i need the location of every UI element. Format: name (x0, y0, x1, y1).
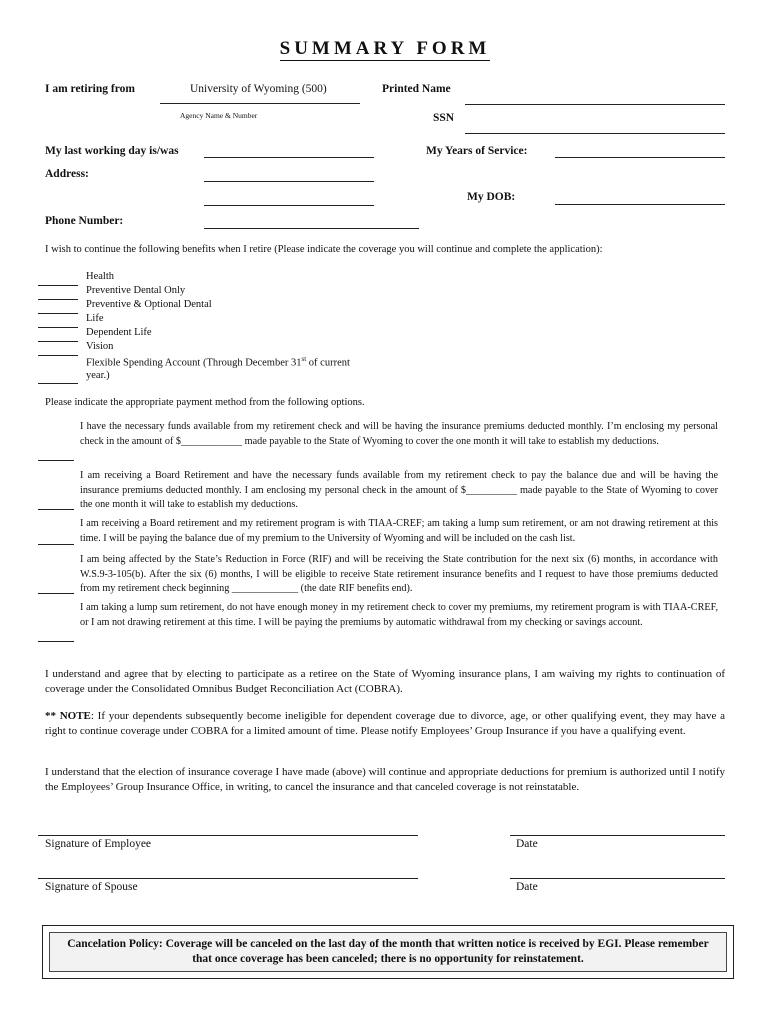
form-title: SUMMARY FORM (279, 38, 491, 59)
payment-option-4: I am being affected by the State’s Reduction in Force (RIF) and will be receiving the State contribution for the next six (6) months, in accordance with W.S.9-3-105(b). After the six (6) months, I will be eligible to receive State retirement insurance benefits and I request to have those premiums deducted from my retirement check beginning _____________ (the date RIF benefits end). (80, 554, 718, 594)
benefit-optional-dental: Preventive & Optional Dental (86, 299, 212, 310)
benefit-preventive-dental: Preventive Dental Only (86, 285, 186, 296)
payment-blank-2[interactable] (38, 509, 74, 510)
cancelation-policy-box (42, 925, 734, 979)
payment-blank-1[interactable] (38, 460, 74, 461)
election-text: I understand that the election of insurance coverage I have made (above) will continue and appropriate deductions for premium is authorized until I notify the Employees’ Group Insurance Office, in writing, to cancel the insurance and that canceled coverage is not reinstatable. (45, 766, 725, 793)
spouse-date-label: Date (516, 881, 538, 893)
payment-option-5: I am taking a lump sum retirement, do not have enough money in my retirement check to cover my premiums, my retirement program is with TIAA-CREF, or I am not drawing retirement at this time. I will be paying the premiums by automatic withdrawal from my checking or savings account. (80, 602, 718, 628)
printed-name-label: Printed Name (382, 83, 451, 95)
address-label: Address: (45, 168, 89, 180)
spouse-signature-line[interactable] (38, 878, 418, 879)
benefit-blank-optional-dental[interactable] (38, 313, 78, 314)
dob-label: My DOB: (467, 191, 516, 203)
benefit-life: Life (86, 313, 104, 324)
payment-blank-4[interactable] (38, 593, 74, 594)
benefit-blank-preventive-dental[interactable] (38, 299, 78, 300)
benefit-blank-health[interactable] (38, 285, 78, 286)
printed-name-field[interactable] (465, 104, 725, 105)
payment-option-3: I am receiving a Board retirement and my retirement program is with TIAA-CREF; am taking a lump sum retirement, or am not drawing retirement at this time. I will be paying the balance due of my premium to the University of Wyoming and will be included on the cash list. (80, 518, 718, 544)
spouse-signature-label: Signature of Spouse (45, 881, 138, 893)
benefit-blank-fsa[interactable] (38, 383, 78, 384)
years-service-field[interactable] (555, 157, 725, 158)
employee-signature-line[interactable] (38, 835, 418, 836)
benefit-health: Health (86, 271, 114, 282)
benefit-blank-life[interactable] (38, 327, 78, 328)
last-day-field[interactable] (204, 157, 374, 158)
benefit-dependent-life: Dependent Life (86, 327, 152, 338)
employee-date-label: Date (516, 838, 538, 850)
last-day-label: My last working day is/was (45, 145, 179, 157)
benefit-blank-dependent-life[interactable] (38, 341, 78, 342)
benefit-vision: Vision (86, 341, 114, 352)
payment-blank-5[interactable] (38, 641, 74, 642)
benefit-fsa: Flexible Spending Account (Through December 31st of current (86, 355, 350, 369)
dob-field[interactable] (555, 204, 725, 205)
employee-signature-label: Signature of Employee (45, 838, 152, 850)
employee-date-line[interactable] (510, 835, 725, 836)
ssn-label: SSN (433, 112, 455, 124)
retiring-from-label: I am retiring from (45, 83, 135, 95)
payment-option-1: I have the necessary funds available from my retirement check and will be having the insurance premiums deducted monthly. I’m enclosing my personal check in the amount of $____________ made payable to the State of Wyoming to cover the one month it will take to establish my deductions. (80, 421, 718, 447)
years-service-label: My Years of Service: (426, 145, 528, 157)
ssn-field[interactable] (465, 133, 725, 134)
benefit-fsa-line2: year.) (86, 370, 110, 381)
agency-caption: Agency Name & Number (180, 111, 258, 120)
address-field-1[interactable] (204, 181, 374, 182)
cobra-note: ** NOTE: If your dependents subsequently become ineligible for dependent coverage due to divorce, age, or other qualifying event, they may have a right to continue coverage under COBRA for a limited amount of time. Please notify Employees’ Group Insurance if you have a qualifying event. (45, 710, 725, 737)
phone-field[interactable] (204, 228, 419, 229)
benefits-intro: I wish to continue the following benefits when I retire (Please indicate the coverage you will continue and complete the application): (45, 244, 603, 255)
benefit-blank-vision[interactable] (38, 355, 78, 356)
payment-intro: Please indicate the appropriate payment method from the following options. (45, 397, 365, 408)
cancelation-policy-text: Cancelation Policy: Coverage will be canceled on the last day of the month that written notice is received by EGI. Please remember that once coverage has been canceled; there is no opportunity for reinstatement. (49, 932, 727, 972)
payment-option-2: I am receiving a Board Retirement and have the necessary funds available from my retirement check to pay the balance due and will be having the insurance premiums deducted monthly. I am enclosing my personal check in the amount of $__________ made payable to the State of Wyoming to cover the one month it will take to establish my deductions. (80, 470, 718, 510)
address-field-2[interactable] (204, 205, 374, 206)
phone-label: Phone Number: (45, 215, 124, 227)
spouse-date-line[interactable] (510, 878, 725, 879)
cobra-waiver-text: I understand and agree that by electing to participate as a retiree on the State of Wyoming insurance plans, I am waiving my rights to continuation of coverage under the Consolidated Omnibus Budget Reconciliation Act (COBRA). (45, 668, 725, 695)
retiring-from-value[interactable]: University of Wyoming (500) (190, 83, 327, 95)
payment-blank-3[interactable] (38, 544, 74, 545)
agency-line (160, 103, 360, 104)
